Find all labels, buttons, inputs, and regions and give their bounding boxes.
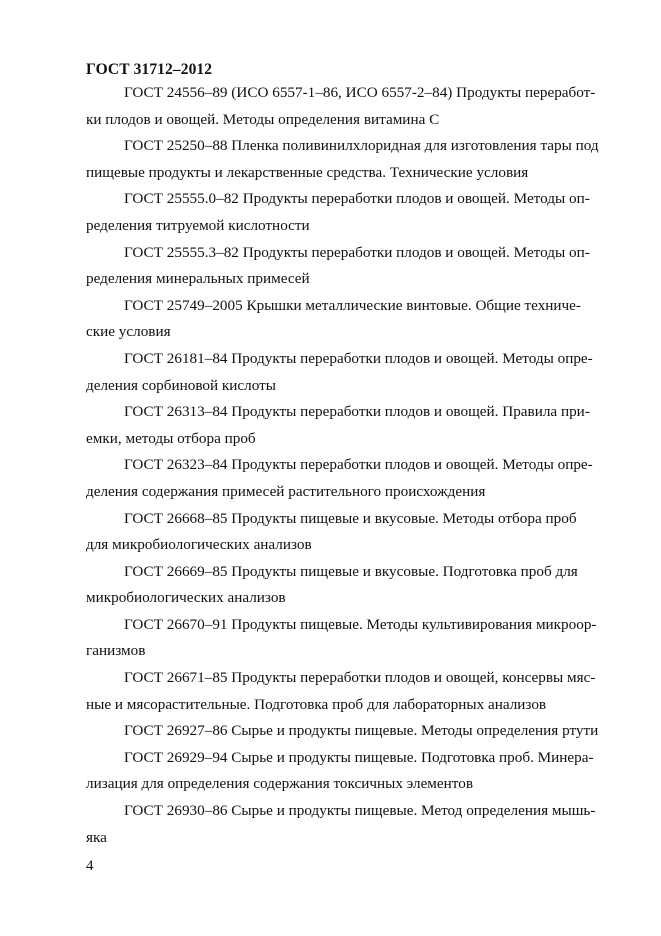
reference-text-line1: ГОСТ 26671–85 Продукты переработки плодов и овощей, консервы мяс- (124, 669, 596, 687)
reference-item (86, 745, 614, 798)
reference-text-line2: яка (86, 828, 107, 846)
reference-text-line2: пищевые продукты и лекарственные средства. Технические условия (86, 163, 529, 181)
normative-references-list (86, 80, 614, 851)
reference-text-line2: ределения титруемой кислотности (86, 216, 310, 234)
reference-item (86, 452, 614, 505)
reference-text-line2: ки плодов и овощей. Методы определения витамина С (86, 110, 440, 128)
reference-text-line1: ГОСТ 26668–85 Продукты пищевые и вкусовые. Методы отбора проб (124, 509, 577, 527)
reference-text-line2: ные и мясорастительные. Подготовка проб для лабораторных анализов (86, 695, 547, 713)
reference-item (86, 80, 614, 133)
reference-text-line2: деления сорбиновой кислоты (86, 376, 276, 394)
reference-text-line1: ГОСТ 25749–2005 Крышки металлические винтовые. Общие техниче- (124, 296, 581, 314)
reference-text-line2: емки, методы отбора проб (86, 429, 256, 447)
reference-text-line1: ГОСТ 25555.3–82 Продукты переработки плодов и овощей. Методы оп- (124, 243, 590, 261)
reference-item (86, 186, 614, 239)
page-number: 4 (86, 858, 94, 874)
reference-text-line1: ГОСТ 26313–84 Продукты переработки плодов и овощей. Правила при- (124, 403, 590, 421)
reference-text-line1: ГОСТ 25250–88 Пленка поливинилхлоридная для изготовления тары под (124, 137, 599, 155)
reference-item (86, 559, 614, 612)
reference-item (86, 133, 614, 186)
reference-text-line2: для микробиологических анализов (86, 536, 312, 554)
reference-text-line1: ГОСТ 26927–86 Сырье и продукты пищевые. Методы определения ртути (124, 722, 599, 740)
reference-text-line1: ГОСТ 26181–84 Продукты переработки плодов и овощей. Методы опре- (124, 349, 593, 367)
reference-item (86, 718, 614, 745)
reference-item (86, 665, 614, 718)
reference-text-line1: ГОСТ 25555.0–82 Продукты переработки плодов и овощей. Методы оп- (124, 190, 590, 208)
reference-text-line1: ГОСТ 26929–94 Сырье и продукты пищевые. Подготовка проб. Минера- (124, 748, 594, 766)
reference-text-line1: ГОСТ 26670–91 Продукты пищевые. Методы культивирования микроор- (124, 615, 597, 633)
reference-text-line1: ГОСТ 26930–86 Сырье и продукты пищевые. Метод определения мышь- (124, 802, 596, 820)
reference-text-line2: деления содержания примесей растительного происхождения (86, 482, 486, 500)
reference-text-line1: ГОСТ 26669–85 Продукты пищевые и вкусовые. Подготовка проб для (124, 562, 578, 580)
reference-text-line2: лизация для определения содержания токсичных элементов (86, 775, 473, 793)
reference-text-line2: ганизмов (86, 642, 146, 660)
reference-item (86, 346, 614, 399)
reference-text-line1: ГОСТ 24556–89 (ИСО 6557-1–86, ИСО 6557-2–84) Продукты переработ- (124, 84, 596, 101)
reference-item (86, 612, 614, 665)
reference-item (86, 798, 614, 851)
reference-item (86, 240, 614, 293)
reference-text-line1: ГОСТ 26323–84 Продукты переработки плодов и овощей. Методы опре- (124, 456, 593, 474)
reference-item (86, 506, 614, 559)
reference-text-line2: ские условия (86, 323, 171, 341)
reference-item (86, 293, 614, 346)
reference-item (86, 399, 614, 452)
reference-text-line2: ределения минеральных примесей (86, 270, 310, 288)
document-header-id: ГОСТ 31712–2012 (86, 61, 213, 78)
reference-text-line2: микробиологических анализов (86, 589, 286, 607)
